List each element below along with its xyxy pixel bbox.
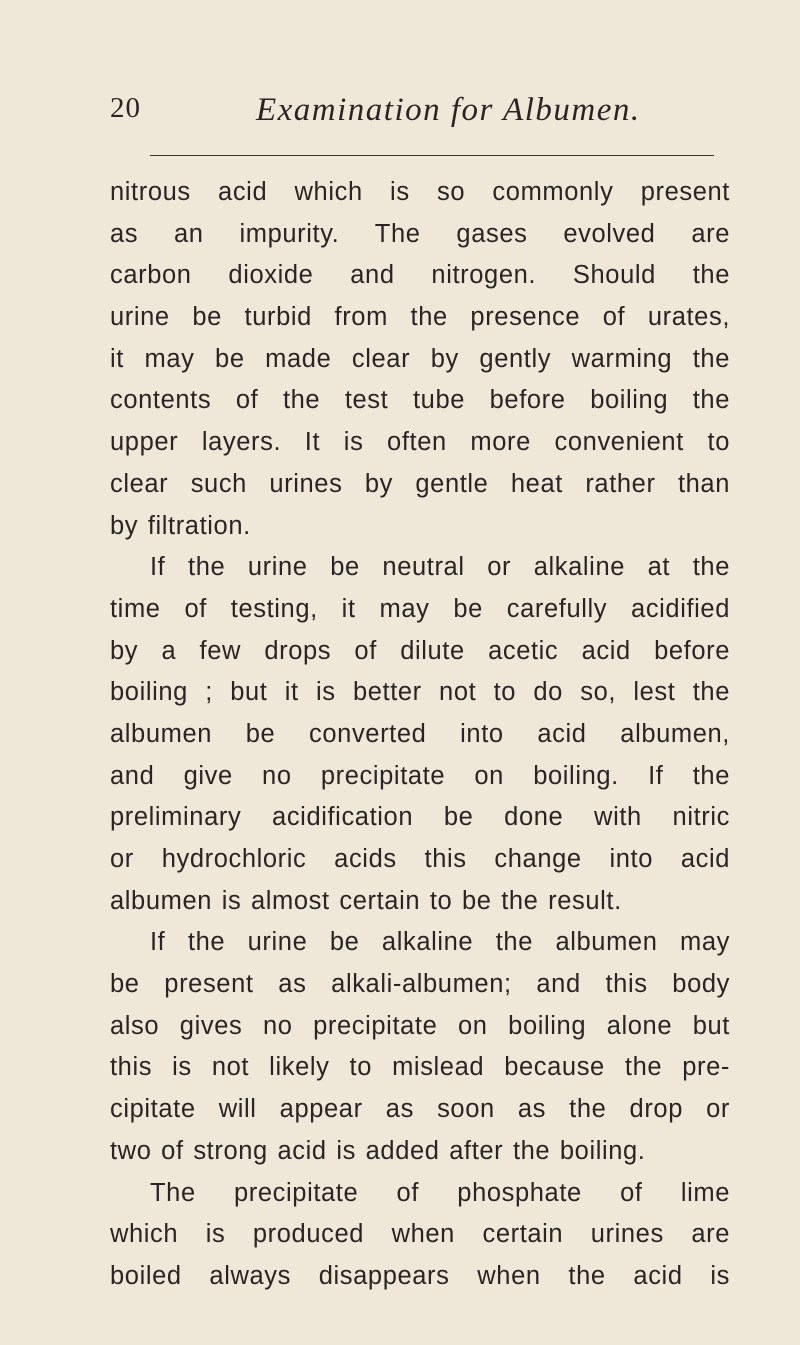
running-head — [110, 92, 730, 142]
text-line: it may be made clear by gently warming the — [110, 344, 730, 373]
text-line: albumen be converted into acid albumen, — [110, 719, 730, 748]
text-line: nitrous acid which is so commonly present — [110, 178, 730, 206]
text-line: boiling ; but it is better not to do so, lest the — [110, 678, 730, 707]
header-rule — [150, 155, 714, 156]
paragraph-start-line: If the urine be alkaline the albumen may — [150, 928, 730, 957]
text-line: also gives no precipitate on boiling alone but — [110, 1011, 730, 1040]
text-line: preliminary acidification be done with nitric — [110, 803, 730, 832]
text-line: two of strong acid is added after the boiling. — [110, 1136, 646, 1165]
text-line: clear such urines by gentle heat rather than — [110, 469, 730, 498]
text-line: cipitate will appear as soon as the drop or — [110, 1095, 730, 1124]
paragraph-start-line: The precipitate of phosphate of lime — [150, 1178, 730, 1207]
text-line: or hydrochloric acids this change into acid — [110, 845, 730, 873]
text-line: by filtration. — [110, 511, 251, 540]
text-line: carbon dioxide and nitrogen. Should the — [110, 261, 730, 290]
text-line: contents of the test tube before boiling the — [110, 386, 730, 415]
paragraph-start-line: If the urine be neutral or alkaline at the — [150, 553, 730, 582]
text-line: which is produced when certain urines are — [110, 1220, 730, 1249]
text-line: and give no precipitate on boiling. If the — [110, 761, 730, 790]
text-line: time of testing, it may be carefully acidified — [110, 594, 730, 623]
text-line: boiled always disappears when the acid is — [110, 1261, 730, 1290]
body-text — [110, 172, 730, 1298]
text-line: be present as alkali-albumen; and this body — [110, 970, 730, 999]
text-line: by a few drops of dilute acetic acid before — [110, 636, 730, 665]
text-line: this is not likely to mislead because the pre- — [110, 1053, 730, 1082]
text-line: as an impurity. The gases evolved are — [110, 219, 730, 248]
page-number: 20 — [110, 92, 141, 124]
running-title: Examination for Albumen. — [256, 92, 641, 128]
text-line: albumen is almost certain to be the result. — [110, 886, 622, 915]
text-line: upper layers. It is often more convenient to — [110, 428, 730, 457]
text-line: urine be turbid from the presence of urates, — [110, 303, 730, 332]
